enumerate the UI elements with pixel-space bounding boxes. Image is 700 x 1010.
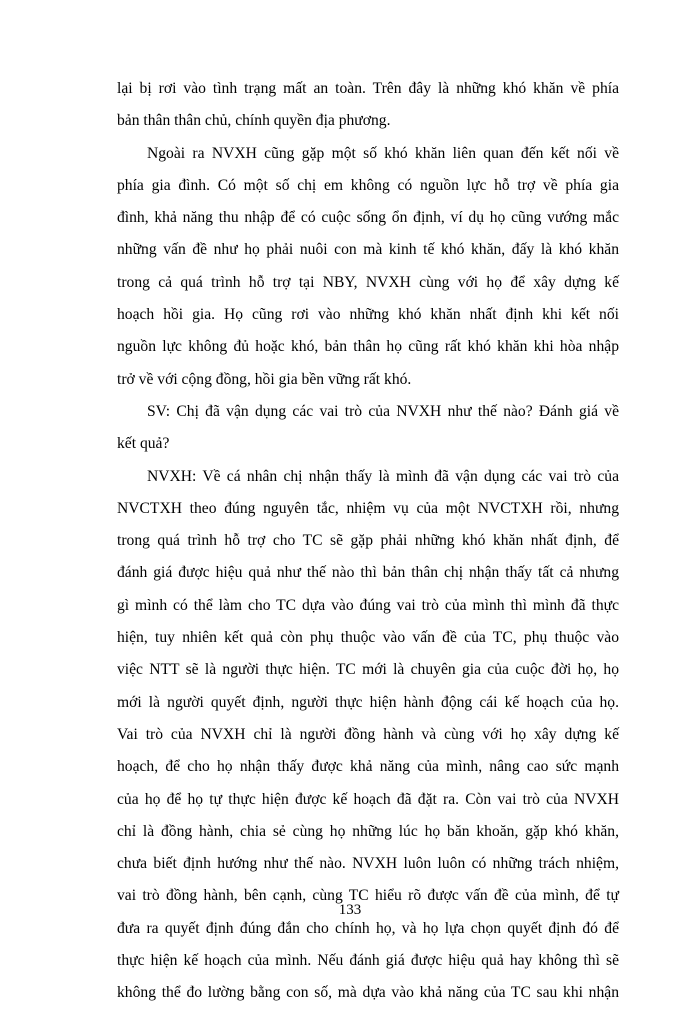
text-line: hiện, tuy nhiên kết quả còn phụ thuộc vào vấn đề của TC, phụ thuộc vào [117,629,619,647]
text-line: trong cả quá trình hỗ trợ tại NBY, NVXH cùng với họ để xây dựng kế [117,273,619,291]
paragraph [117,461,619,1010]
text-line: việc NTT sẽ là người thực hiện. TC mới là chuyên gia của cuộc đời họ, họ [117,661,619,679]
text-line: chưa biết định hướng như thế nào. NVXH luôn luôn có những trách nhiệm, [117,855,619,873]
page-number: 133 [338,902,362,918]
text-line: bản thân thân chủ, chính quyền địa phương. [117,112,391,130]
text-line: nguồn lực không đủ hoặc khó, bản thân họ cũng rất khó khăn khi hòa nhập [117,338,619,356]
text-line: mới là người quyết định, người thực hiện hành động cái kế hoạch của họ. [117,693,619,711]
text-line: hoạch, để cho họ nhận thấy được khả năng của mình, nâng cao sức mạnh [117,758,619,776]
text-line: đánh giá được hiệu quả như thế nào thì bản thân chị nhận thấy tất cả nhưng [117,564,619,582]
text-line: thực hiện kế hoạch của mình. Nếu đánh giá được hiệu quả hay không thì sẽ [117,952,619,970]
paragraph [117,73,619,138]
text-line: phía gia đình. Có một số chị em không có nguồn lực hỗ trợ về phía gia [117,176,619,194]
text-line: lại bị rơi vào tình trạng mất an toàn. Trên đây là những khó khăn về phía [117,80,619,97]
text-line: trở về với cộng đồng, hồi gia bền vững rất khó. [117,370,412,388]
text-line: hoạch hồi gia. Họ cũng rơi vào những khó khăn nhất định khi kết nối [117,306,619,324]
paragraph [117,138,619,396]
text-line: Ngoài ra NVXH cũng gặp một số khó khăn liên quan đến kết nối về [147,144,619,162]
text-line: Vai trò của NVXH chỉ là người đồng hành và cùng với họ xây dựng kế [117,725,619,743]
paragraph [117,396,619,461]
text-line: trong quá trình hỗ trợ cho TC sẽ gặp phải những khó khăn nhất định, để [117,532,619,550]
text-line: chỉ là đồng hành, chia sẻ cùng họ những lúc họ băn khoăn, gặp khó khăn, [117,822,619,840]
document-body [117,73,619,1010]
text-line: gì mình có thể làm cho TC dựa vào đúng vai trò của mình thì mình đã thực [117,596,619,614]
text-line: NVXH: Về cá nhân chị nhận thấy là mình đã vận dụng các vai trò của [147,467,619,485]
text-line: không thể đo lường bằng con số, mà dựa vào khả năng của TC sau khi nhận [117,984,619,1002]
text-line: đưa ra quyết định đúng đắn cho chính họ, và họ lựa chọn quyết định đó để [117,919,619,937]
text-line: SV: Chị đã vận dụng các vai trò của NVXH như thế nào? Đánh giá về [147,402,619,420]
text-line: những vấn đề như họ phải nuôi con mà kinh tế khó khăn, đấy là khó khăn [117,241,619,259]
text-line: vai trò đồng hành, bên cạnh, cùng TC hiểu rõ được vấn đề của mình, để tự [117,887,619,905]
text-line: kết quả? [117,435,170,453]
text-line: của họ để họ tự thực hiện được kế hoạch đã đặt ra. Còn vai trò của NVXH [117,790,619,808]
text-line: đình, khả năng thu nhập để có cuộc sống ổn định, ví dụ họ cũng vướng mắc [117,209,619,227]
text-line: NVCTXH theo đúng nguyên tắc, nhiệm vụ của một NVCTXH rồi, nhưng [117,499,619,517]
